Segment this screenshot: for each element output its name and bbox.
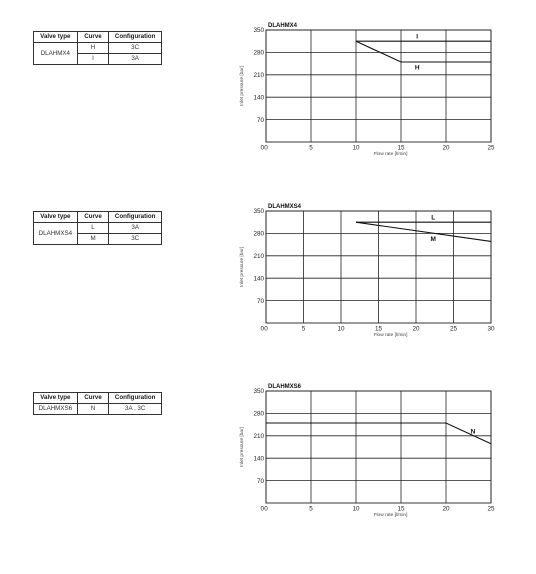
header-valve-type: Valve type [34, 212, 78, 223]
x-tick-label: 30 [487, 325, 495, 333]
valve-type-cell: DLAHMXS6 [34, 404, 78, 415]
x-axis-label: Flow rate [l/min] [373, 333, 408, 338]
header-configuration: Configuration [109, 212, 162, 223]
x-tick-label: 15 [397, 144, 405, 152]
curve-label: I [416, 33, 419, 41]
x-tick-label: 5 [309, 144, 313, 152]
y-axis-label: Inlet pressure [bar] [240, 247, 245, 287]
plot-frame [266, 391, 491, 503]
header-configuration: Configuration [109, 32, 162, 43]
x-tick-label: 0 [264, 325, 268, 333]
configuration-cell: 3C [109, 234, 162, 245]
y-tick-label: 70 [256, 116, 264, 124]
x-tick-label: 20 [412, 325, 420, 333]
chart-1 [239, 23, 495, 157]
y-tick-label: 70 [256, 477, 264, 485]
curve-cell: N [77, 404, 109, 415]
x-tick-label: 25 [487, 505, 495, 513]
y-tick-label: 70 [256, 297, 264, 305]
x-tick-label: 15 [397, 505, 405, 513]
valve-type-cell: DLAHMX4 [34, 43, 78, 65]
curve-cell: H [77, 43, 109, 54]
chart-2 [239, 204, 495, 338]
y-tick-label: 0 [260, 325, 264, 333]
curve-cell: M [77, 234, 109, 245]
x-tick-label: 0 [264, 505, 268, 513]
x-tick-label: 15 [374, 325, 383, 333]
header-valve-type: Valve type [34, 393, 78, 404]
y-tick-label: 280 [253, 410, 264, 418]
x-tick-label: 0 [264, 144, 268, 152]
configuration-cell: 3A [109, 223, 162, 234]
x-axis-label: Flow rate [l/min] [373, 152, 408, 157]
y-axis-label: Inlet pressure [bar] [240, 427, 245, 467]
y-tick-label: 350 [253, 388, 264, 396]
header-curve: Curve [77, 212, 109, 223]
curve-label: M [430, 235, 436, 243]
y-tick-label: 350 [253, 208, 264, 216]
series-line-N [266, 423, 491, 444]
chart-title: DLAHMXS4 [268, 204, 302, 210]
y-tick-label: 210 [253, 433, 264, 440]
x-tick-label: 20 [442, 505, 450, 513]
x-tick-label: 10 [337, 325, 345, 333]
x-tick-label: 10 [352, 505, 360, 513]
y-tick-label: 140 [253, 275, 264, 283]
x-tick-label: 5 [301, 325, 306, 333]
x-tick-label: 5 [309, 505, 313, 513]
y-tick-label: 140 [253, 94, 264, 102]
header-curve: Curve [77, 393, 109, 404]
x-tick-label: 10 [352, 144, 360, 152]
y-tick-label: 0 [260, 144, 264, 152]
chart-3 [239, 384, 495, 518]
plot-frame [266, 30, 491, 142]
curve-cell: I [77, 54, 109, 65]
y-axis-label: Inlet pressure [bar] [240, 66, 245, 106]
x-tick-label: 25 [487, 144, 495, 152]
header-valve-type: Valve type [34, 32, 78, 43]
curve-label: H [414, 64, 420, 72]
configuration-cell: 3C [109, 43, 162, 54]
curve-label: N [470, 428, 476, 436]
curve-cell: L [77, 223, 109, 234]
series-line-H [356, 41, 491, 62]
series-line-M [356, 222, 491, 241]
y-tick-label: 210 [253, 72, 264, 79]
curve-label: L [431, 214, 436, 222]
chart-title: DLAHMX4 [268, 23, 298, 29]
x-axis-label: Flow rate [l/min] [373, 513, 408, 518]
header-configuration: Configuration [109, 393, 162, 404]
y-tick-label: 280 [253, 230, 264, 238]
y-tick-label: 140 [253, 455, 264, 463]
x-tick-label: 25 [449, 325, 458, 333]
y-tick-label: 280 [253, 49, 264, 57]
y-tick-label: 210 [253, 253, 264, 260]
chart-title: DLAHMXS6 [268, 384, 302, 390]
header-curve: Curve [77, 32, 109, 43]
x-tick-label: 20 [442, 144, 450, 152]
valve-type-cell: DLAHMXS4 [34, 223, 78, 245]
y-tick-label: 350 [253, 27, 264, 35]
y-tick-label: 0 [260, 505, 264, 513]
configuration-cell: 3A , 3C [109, 404, 162, 415]
configuration-cell: 3A [109, 54, 162, 65]
